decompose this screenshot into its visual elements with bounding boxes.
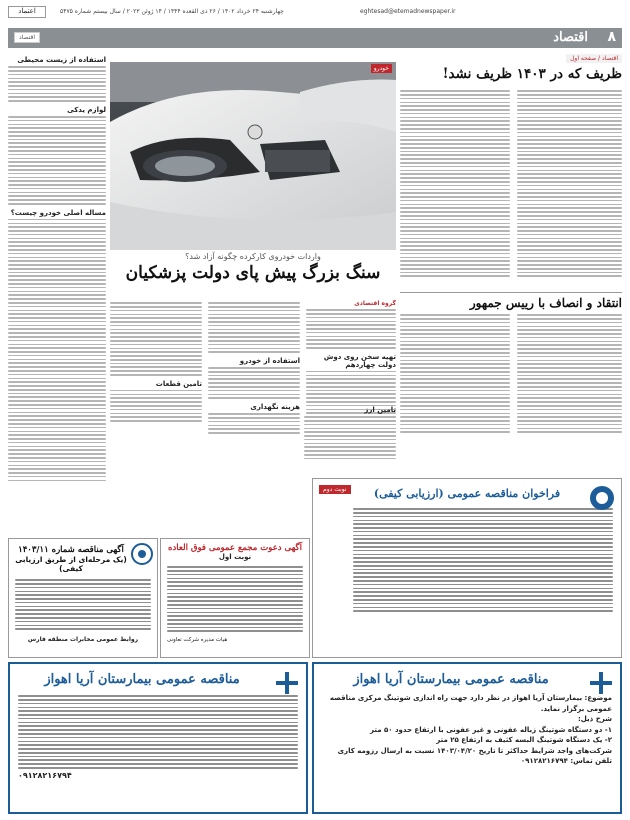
article-right-col2 [400, 88, 510, 279]
main-photo [110, 62, 396, 250]
ad-hospital-left-title: مناقصه عمومی بیمارستان آریا اهواز [44, 672, 240, 687]
article-main-subhead-5: تامین ارز [364, 406, 396, 414]
ad-assembly-title: آگهی دعوت مجمع عمومی فوق العاده [168, 543, 302, 553]
ad-hospital-right-body [314, 687, 620, 767]
article-left-subhead-3: مساله اصلی خودرو چیست؟ [10, 208, 106, 217]
ad-tender-logo [587, 483, 617, 513]
ad-tender-body [313, 500, 621, 612]
ad-hospital-item-6: تلفن تماس: ۰۹۱۲۸۲۱۶۷۹۴ [520, 757, 612, 765]
article-main-heading [110, 252, 396, 298]
ad-telecom-footer: روابط عمومی مخابرات منطقه فارس [27, 636, 139, 644]
ad-hospital-item-2: شرح ذیل: [578, 715, 612, 723]
ad-telecom [8, 538, 158, 658]
ad-hospital-item-3: ۱- دو دستگاه شوتینگ زباله عفونی و غیر عفونی با ارتفاع حدود ۵۰ متر [370, 725, 612, 734]
article-main-kicker: واردات خودروی کارکرده چگونه آزاد شد؟ [185, 252, 321, 261]
ad-hospital-right-title: مناقصه عمومی بیمارستان آریا اهواز [353, 672, 549, 687]
ad-telecom-title: آگهی مناقصه شماره ۱۴۰۳/۱۱ [18, 545, 124, 555]
ad-hospital-left-body [10, 687, 306, 769]
ad-hospital-left [8, 662, 308, 814]
article-main-subhead-3: هزینه نگهداری [250, 402, 300, 411]
article-main-subhead-2: استفاده از خودرو [239, 356, 300, 365]
ad-tender-badge: نوبت دوم [319, 485, 351, 494]
ad-telecom-logo [131, 543, 153, 565]
article-right [400, 52, 622, 302]
ad-assembly-footer: هیات مدیره شرکت تعاونی [167, 637, 228, 644]
article-main-subhead-1: تهیه سخن روی دوش دولت چهاردهم [323, 352, 396, 369]
article-right2 [400, 292, 622, 462]
article-right2-col2 [400, 312, 510, 435]
ad-hospital-item-5: شرکت‌های واجد شرایط حداکثر تا تاریخ ۱۴۰۳/۰۴/۲۰ نسبت به ارسال رزومه کاری [337, 746, 612, 755]
ad-assembly [160, 538, 310, 658]
ad-telecom-body [9, 573, 157, 636]
masthead-logo [8, 6, 46, 18]
ad-telecom-subtitle: (یک مرحله‌ای از طریق ارزیابی کیفی) [15, 555, 127, 573]
article-right2-col1 [517, 312, 622, 435]
article-right-col1 [517, 88, 622, 279]
hospital-logo-right [588, 670, 614, 696]
article-main-tag: خودرو [371, 64, 392, 73]
page-number: ۸ [607, 29, 616, 45]
ad-hospital-left-phone: ۰۹۱۲۸۲۱۶۷۹۴ [18, 770, 72, 780]
section-header [8, 28, 622, 48]
dateline: چهارشنبه ۲۴ خرداد ۱۴۰۲ / ۲۶ ذی القعده ۱۴۴۴ / ۱۴ ژوئن ۲۰۲۳ / سال بیستم شماره ۵۴۷۵ [60, 8, 284, 15]
article-main-continued [200, 402, 396, 474]
article-main-subhead-4: تامین قطعات [155, 379, 202, 388]
article-left-subhead-2: لوازم یدکی [67, 105, 106, 114]
ad-tender-title: فراخوان مناقصه عمومی (ارزیابی کیفی) [373, 487, 561, 500]
section-title: اقتصاد [553, 30, 588, 45]
article-right-title: ظریف که در ۱۴۰۳ ظریف نشد! [442, 66, 622, 82]
article-left [8, 52, 106, 532]
ad-hospital-right [312, 662, 622, 814]
ad-tender-qualitative [312, 478, 622, 658]
article-right2-title: انتقاد و انصاف با رییس جمهور [469, 296, 622, 310]
cars-photo-illustration [110, 62, 396, 250]
hospital-logo-left [274, 670, 300, 696]
ad-hospital-item-1: موضوع: بیمارستان آریا اهواز در نظر دارد جهت راه اندازی شوتینگ مرکزی مناقصه عمومی برگزار نماید. [329, 694, 612, 713]
ad-hospital-item-4: ۲- یک دستگاه شوتینگ البسه کثیف به ارتفاع ۲۵ متر [436, 736, 612, 744]
article-main-title: سنگ بزرگ پیش پای دولت پزشکیان [125, 263, 381, 283]
ad-assembly-body [161, 561, 309, 637]
header-tab: اقتصاد [14, 32, 40, 43]
ad-assembly-subtitle: نوبت اول [218, 553, 252, 561]
website: eghtesad@etemadnewspaper.ir [360, 8, 456, 15]
article-main-byline: گروه اقتصادی [354, 300, 396, 307]
masthead-logo-text: اعتماد [18, 7, 36, 15]
article-right-kicker: اقتصاد / صفحه اول [566, 54, 622, 63]
article-left-subhead-1: استفاده از زیست محیطی [17, 56, 106, 64]
article-main-col3 [110, 300, 202, 424]
